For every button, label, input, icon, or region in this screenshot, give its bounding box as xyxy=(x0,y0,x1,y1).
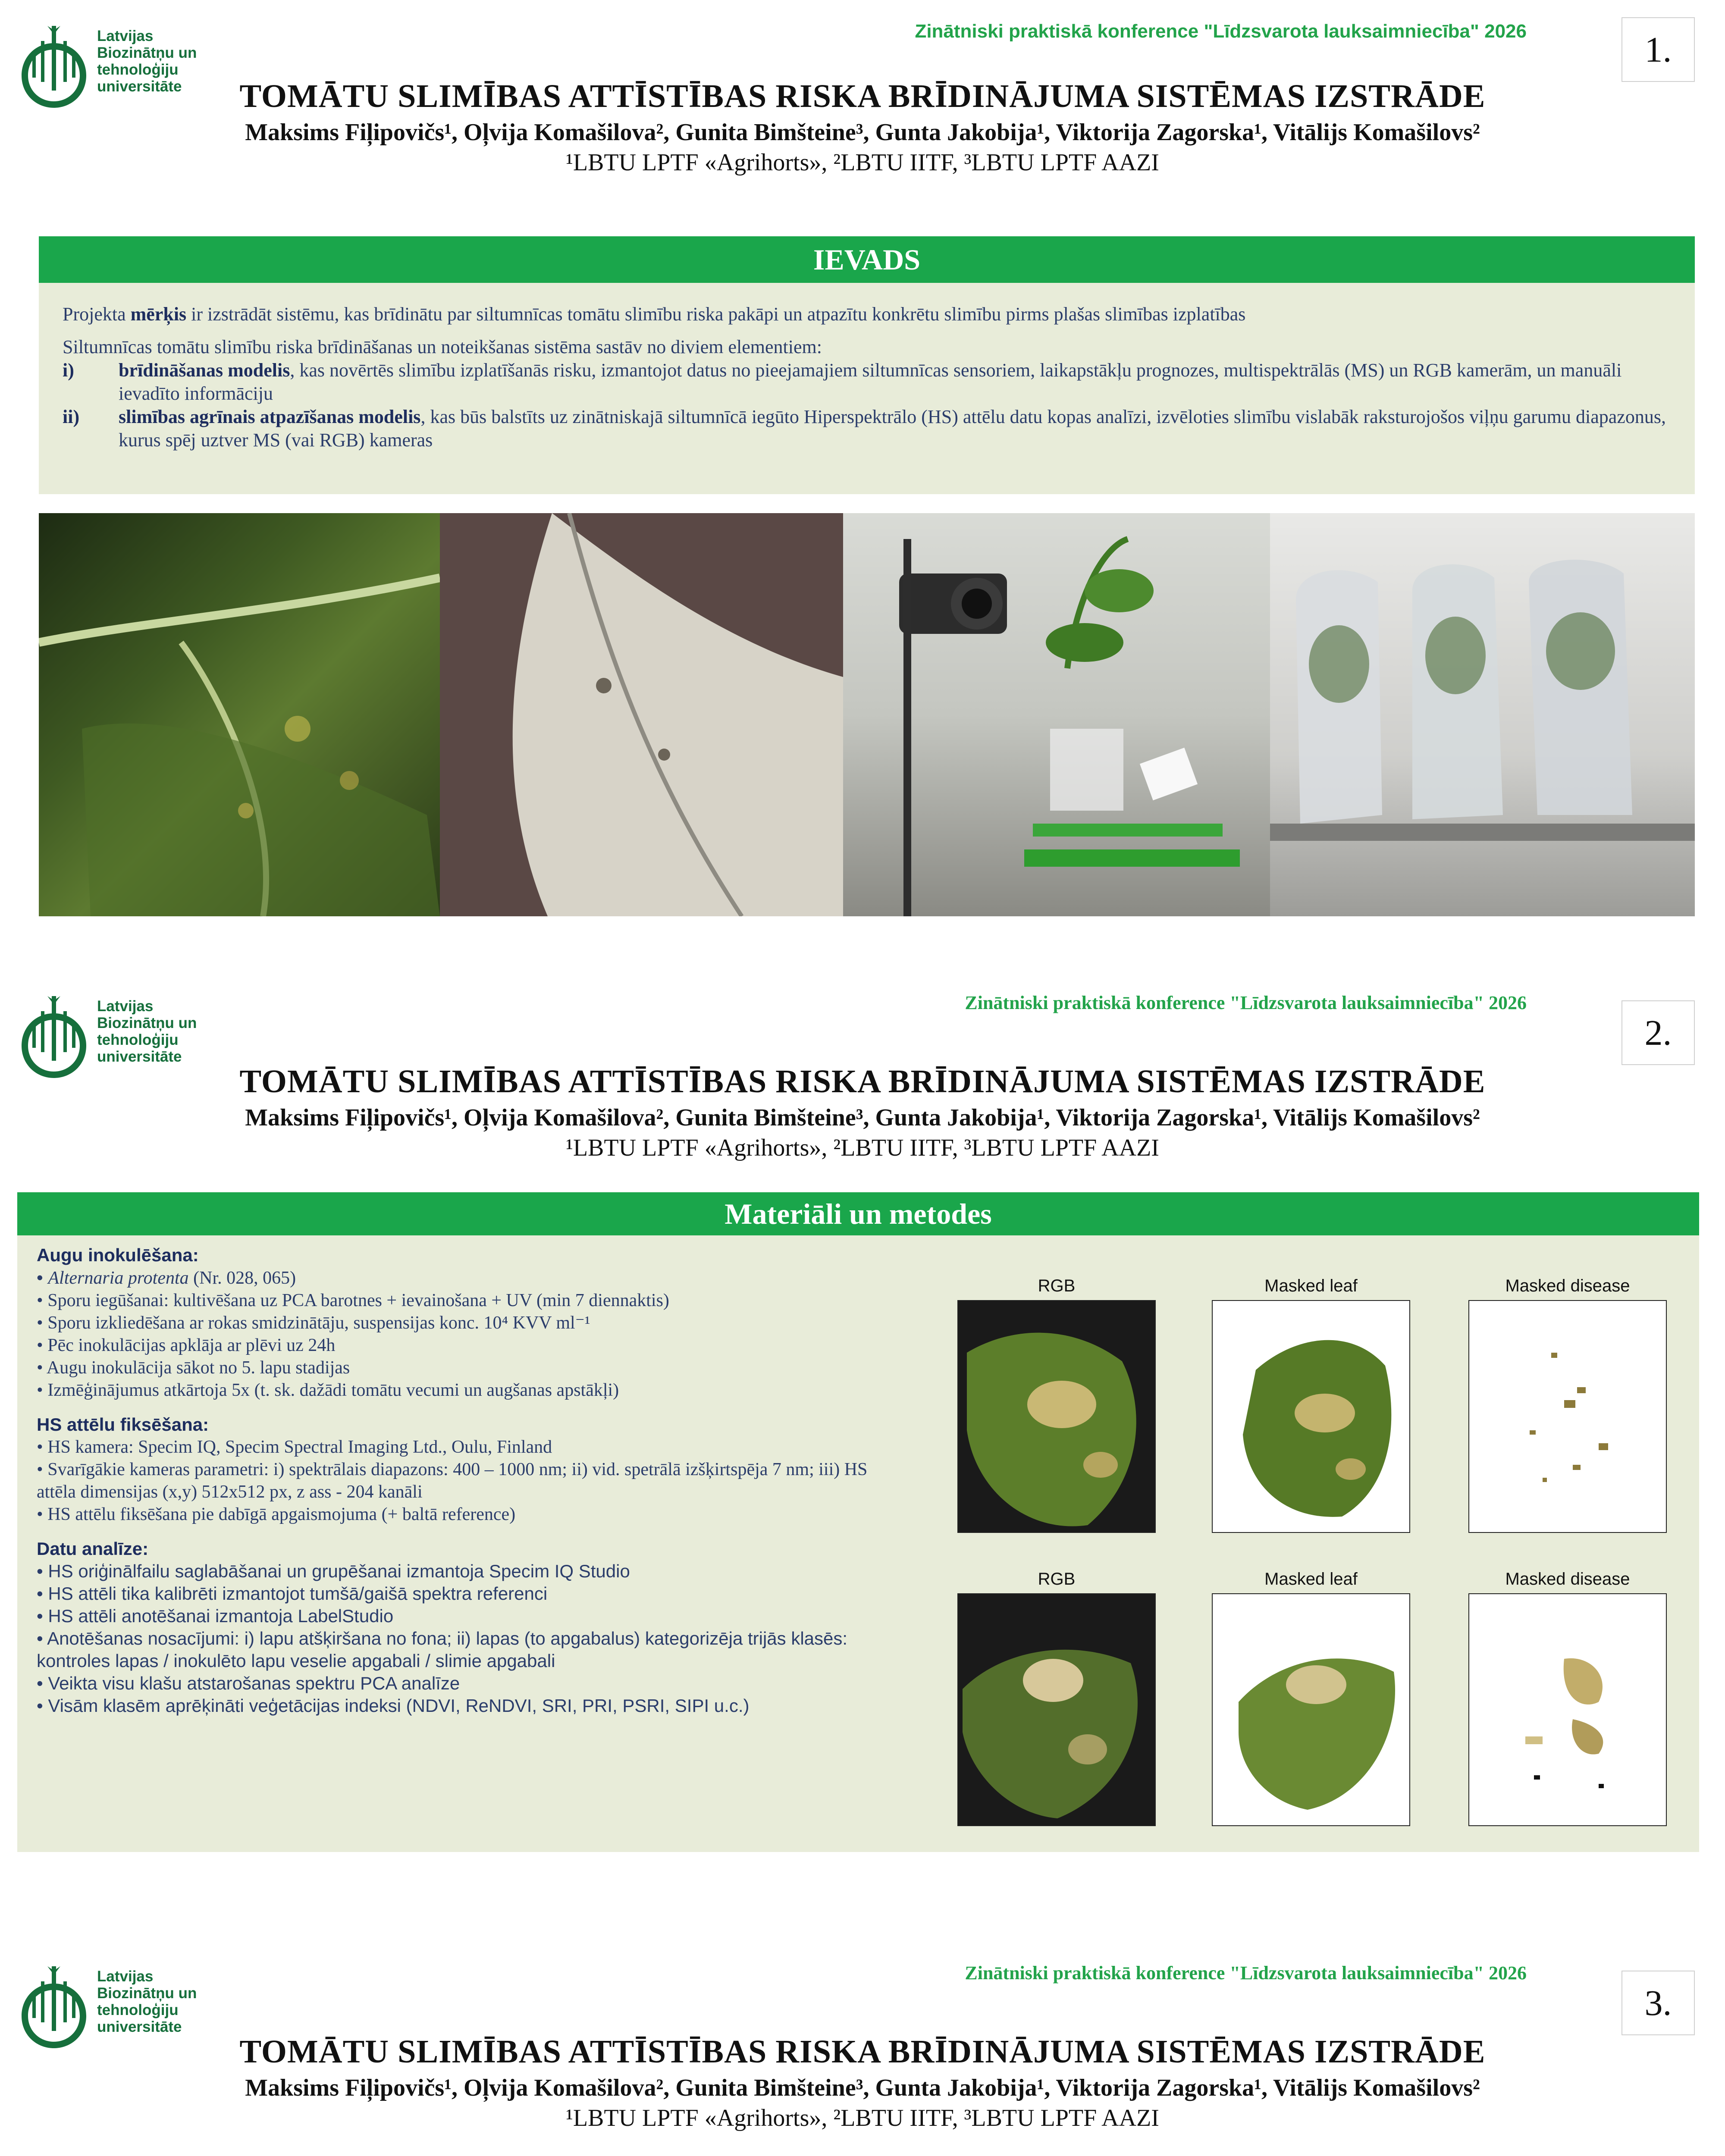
list-item: • Alternaria protenta (Nr. 028, 065) xyxy=(37,1267,296,1288)
slide-3 xyxy=(0,1940,1725,2156)
list-item: • HS oriģinālfailu saglabāšanai un grupēšanai izmantoja Specim IQ Studio xyxy=(37,1561,630,1581)
list-item: • Augu inokulācija sākot no 5. lapu stadijas xyxy=(37,1358,350,1378)
affiliations: ¹LBTU LPTF «Agrihorts», ²LBTU IITF, ³LBTU LPTF AAZI xyxy=(566,2105,1159,2131)
university-name: Latvijas Biozinātņu un tehnoloģiju universitāte xyxy=(97,28,197,95)
masked-leaf-image xyxy=(1212,1593,1410,1826)
list-item: • Sporu iegūšanai: kultivēšana uz PCA barotnes + ievainošana + UV (min 7 diennaktis) xyxy=(37,1291,669,1310)
photo-greenhouse-plants-covered xyxy=(1270,513,1695,916)
conference-name: Zinātniski praktiskā konference "Līdzsvarota lauksaimniecība" 2026 xyxy=(915,21,1527,42)
masked-leaf-image xyxy=(1212,1300,1410,1533)
slide-1 xyxy=(0,0,1725,970)
slide-number: 1. xyxy=(1622,17,1695,82)
list-item: ii) slimības agrīnais atpazīšanas modelis, kas būs balstīts uz zinātniskajā siltumnīcā iegūto Hiperspektrālo (HS) attēlu datu kopas analīzi, izvēloties slimību vislabāk raksturojošos viļņu garumu diapazonus, kurus spēj uztver MS (vai RGB) kameras xyxy=(63,406,1666,451)
intro-panel xyxy=(39,283,1695,494)
list-item: • Visām klasēm aprēķināti veģetācijas indeksi (NDVI, ReNDVI, SRI, PRI, PSRI, SIPI u.c.) xyxy=(37,1695,750,1716)
conference-name: Zinātniski praktiskā konference "Līdzsvarota lauksaimniecība" 2026 xyxy=(965,992,1527,1013)
masked-disease-image xyxy=(1468,1593,1667,1826)
section-header-ievads: IEVADS xyxy=(39,236,1695,283)
list-item: • Izmēģinājumus atkārtoja 5x (t. sk. dažādi tomātu vecumi un augšanas apstākļi) xyxy=(37,1380,619,1400)
authors: Maksims Fiļipovičs¹, Oļvija Komašilova², Gunita Bimšteine³, Gunta Jakobija¹, Viktorija Zagorska¹, Vitālijs Komašilovs² xyxy=(245,119,1480,146)
photo-leaf-close-up xyxy=(39,513,440,916)
page-title: TOMĀTU SLIMĪBAS ATTĪSTĪBAS RISKA BRĪDINĀJUMA SISTĒMAS IZSTRĀDE xyxy=(239,2034,1486,2070)
list-item: • Anotēšanas nosacījumi: i) lapu atšķiršana no fona; ii) lapas (to apgabalus) kategorizēja trijās klasēs: kontroles lapas / inokulēto lapu veselie apgabali / slimie apgabali xyxy=(37,1628,848,1671)
list-item: • HS attēli anotēšanai izmantoja LabelStudio xyxy=(37,1606,394,1626)
image-grid-panel xyxy=(925,1235,1699,1852)
masked-disease-image xyxy=(1468,1300,1667,1533)
list-item: • HS attēli tika kalibrēti izmantojot tumšā/gaišā spektra referenci xyxy=(37,1583,548,1604)
slide-2 xyxy=(0,970,1725,1940)
list-item: • Sporu izkliedēšana ar rokas smidzinātāju, suspensijas konc. 10⁴ KVV ml⁻¹ xyxy=(37,1313,590,1333)
photo-leaf-backlit xyxy=(440,513,843,916)
authors: Maksims Fiļipovičs¹, Oļvija Komašilova², Gunita Bimšteine³, Gunta Jakobija¹, Viktorija Zagorska¹, Vitālijs Komašilovs² xyxy=(245,1104,1480,1131)
column-title-masked-disease: Masked disease xyxy=(1505,1570,1630,1589)
list-item: i) brīdināšanas modelis, kas novērtēs slimību izplatīšanās risku, izmantojot datus no pieejamajiem siltumnīcas sensoriem, laikapstākļu prognozes, multispektrālās (MS) un RGB kamerām, un manuāli ievadīto informāciju xyxy=(63,360,1622,404)
list-item: • Svarīgākie kameras parametri: i) spektrālais diapazons: 400 – 1000 nm; ii) vid. spetrālā izšķirtspēja 7 nm; iii) HS attēla dimensijas (x,y) 512x512 px, z ass - 204 kanāli xyxy=(37,1460,868,1502)
heading-hs-capture: HS attēlu fiksēšana: xyxy=(37,1414,209,1435)
list-item: • HS kamera: Specim IQ, Specim Spectral Imaging Ltd., Oulu, Finland xyxy=(37,1437,552,1457)
affiliations: ¹LBTU LPTF «Agrihorts», ²LBTU IITF, ³LBTU LPTF AAZI xyxy=(566,1134,1159,1161)
list-item: • HS attēlu fiksēšana pie dabīgā apgaismojuma (+ baltā reference) xyxy=(37,1504,516,1524)
slide-number: 3. xyxy=(1622,1971,1695,2035)
column-title-masked-leaf: Masked leaf xyxy=(1264,1276,1358,1295)
heading-inoculation: Augu inokulēšana: xyxy=(37,1245,199,1265)
methods-panel xyxy=(17,1235,925,1852)
system-intro: Siltumnīcas tomātu slimību riska brīdināšanas un noteikšanas sistēma sastāv no diviem elementiem: xyxy=(63,336,822,357)
list-item: • Pēc inokulācijas apklāja ar plēvi uz 24h xyxy=(37,1335,336,1355)
column-title-rgb: RGB xyxy=(1038,1570,1076,1589)
section-header-methods: Materiāli un metodes xyxy=(17,1192,1699,1235)
heading-data-analysis: Datu analīze: xyxy=(37,1539,149,1559)
rgb-leaf-image xyxy=(957,1300,1156,1533)
university-name: Latvijas Biozinātņu un tehnoloģiju universitāte xyxy=(97,998,197,1065)
authors: Maksims Fiļipovičs¹, Oļvija Komašilova², Gunita Bimšteine³, Gunta Jakobija¹, Viktorija Zagorska¹, Vitālijs Komašilovs² xyxy=(245,2075,1480,2101)
slide-number: 2. xyxy=(1622,1000,1695,1065)
rgb-leaf-image xyxy=(957,1593,1156,1826)
project-goal: Projekta mērķis ir izstrādāt sistēmu, kas brīdinātu par siltumnīcas tomātu slimību riska pakāpi un atpazītu konkrētu slimību pirms plašas slimības izplatības xyxy=(63,304,1246,325)
column-title-masked-leaf: Masked leaf xyxy=(1264,1570,1358,1589)
conference-name: Zinātniski praktiskā konference "Līdzsvarota lauksaimniecība" 2026 xyxy=(965,1962,1527,1984)
page-title: TOMĀTU SLIMĪBAS ATTĪSTĪBAS RISKA BRĪDINĀJUMA SISTĒMAS IZSTRĀDE xyxy=(239,1063,1486,1100)
photo-hyperspectral-camera-setup xyxy=(843,513,1270,916)
column-title-rgb: RGB xyxy=(1038,1276,1076,1295)
university-name: Latvijas Biozinātņu un tehnoloģiju universitāte xyxy=(97,1968,197,2035)
affiliations: ¹LBTU LPTF «Agrihorts», ²LBTU IITF, ³LBTU LPTF AAZI xyxy=(566,149,1159,176)
page-title: TOMĀTU SLIMĪBAS ATTĪSTĪBAS RISKA BRĪDINĀJUMA SISTĒMAS IZSTRĀDE xyxy=(239,78,1486,114)
list-item: • Veikta visu klašu atstarošanas spektru PCA analīze xyxy=(37,1673,460,1693)
column-title-masked-disease: Masked disease xyxy=(1505,1276,1630,1295)
